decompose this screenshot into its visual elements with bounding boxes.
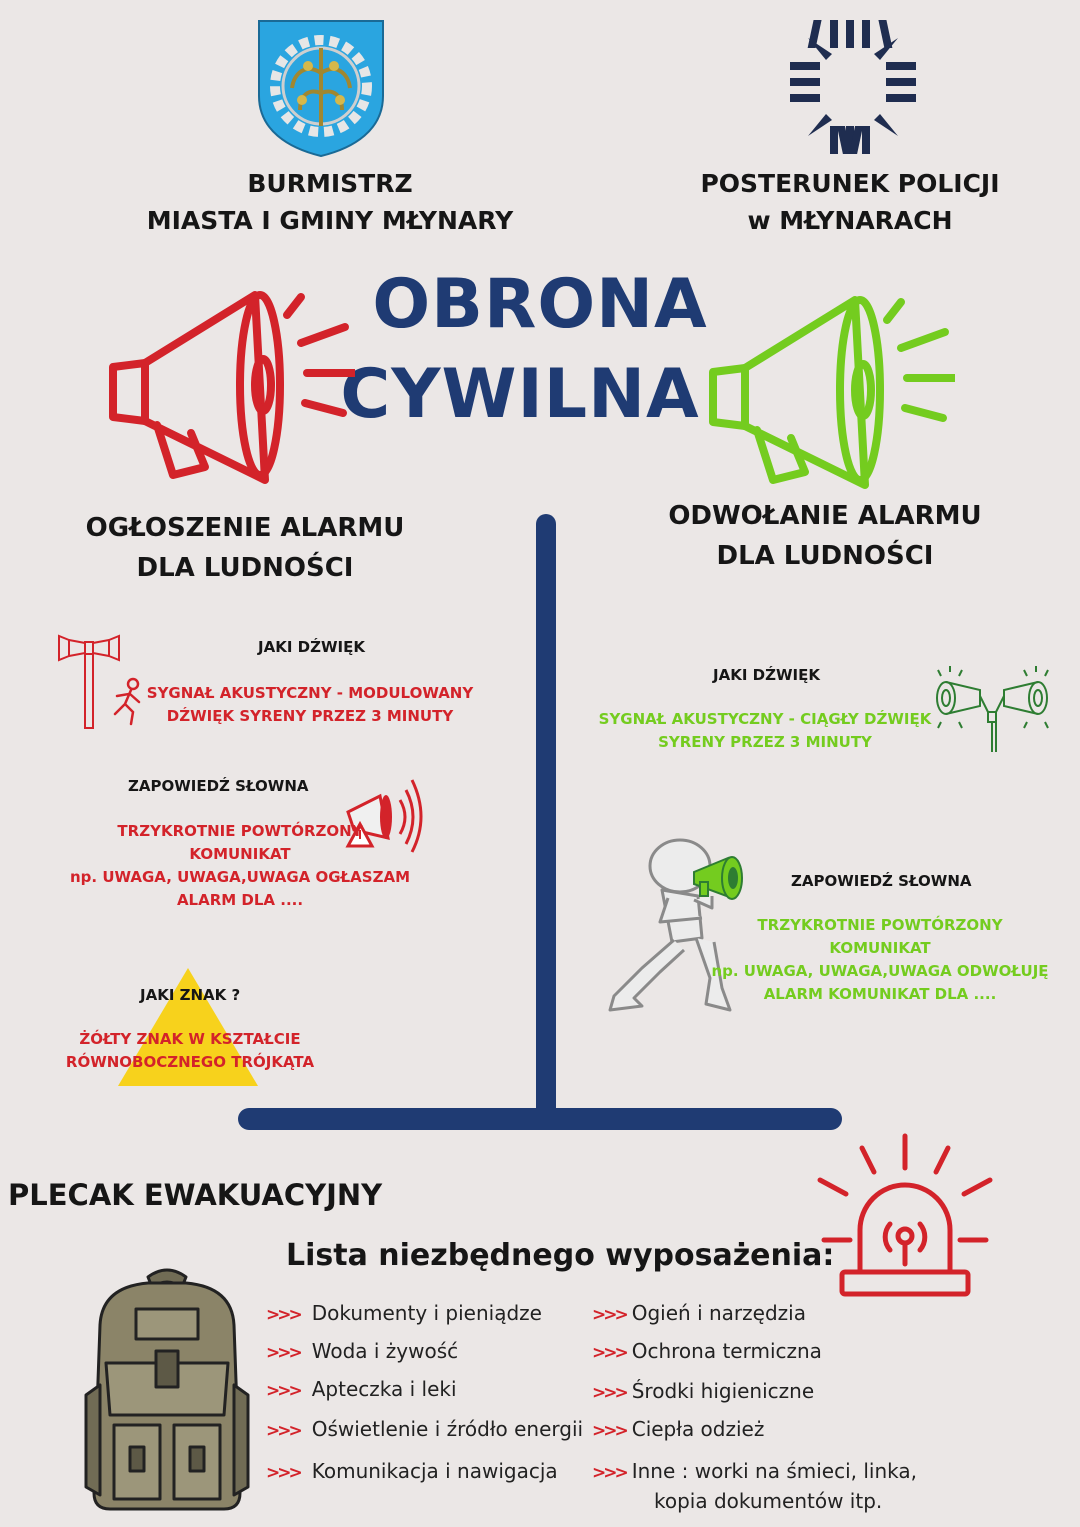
sign-line: ŻÓŁTY ZNAK W KSZTAŁCIE xyxy=(79,1030,301,1048)
sound-label: JAKI DŹWIĘK xyxy=(258,638,365,656)
list-item-label: Ochrona termiczna xyxy=(631,1339,822,1363)
list-item-label: Inne : worki na śmieci, linka, xyxy=(631,1459,918,1483)
verbal-line: KOMUNIKAT xyxy=(829,939,931,957)
verbal-line: KOMUNIKAT xyxy=(189,845,291,863)
list-item-label: Komunikacja i nawigacja xyxy=(311,1459,558,1483)
emergency-beacon-icon xyxy=(810,1132,1000,1302)
backpack-icon xyxy=(78,1265,256,1515)
backpack-heading: PLECAK EWAKUACYJNY xyxy=(8,1178,383,1212)
loudspeakers-icon xyxy=(932,662,1057,757)
coat-of-arms-icon xyxy=(256,18,386,158)
verbal-line: np. UWAGA, UWAGA,UWAGA OGŁASZAM xyxy=(70,868,410,886)
org-line: BURMISTRZ xyxy=(247,169,413,198)
list-item xyxy=(592,1300,917,1328)
list-item xyxy=(266,1338,583,1366)
verbal-line: TRZYKROTNIE POWTÓRZONY xyxy=(757,916,1003,934)
list-item-label: Ciepła odzież xyxy=(631,1417,765,1441)
sign-label: JAKI ZNAK ? xyxy=(140,986,241,1004)
verbal-label: ZAPOWIEDŹ SŁOWNA xyxy=(128,777,309,795)
verbal-description xyxy=(690,914,1070,1006)
list-item-label: Apteczka i leki xyxy=(311,1377,457,1401)
org-line: POSTERUNEK POLICJI xyxy=(700,169,1000,198)
heading-line: OGŁOSZENIE ALARMU xyxy=(85,513,405,543)
list-item-label: Woda i żywość xyxy=(311,1339,459,1363)
list-item-label: Oświetlenie i źródło energii xyxy=(311,1417,584,1441)
chevron-right-icon: >>> xyxy=(592,1383,626,1403)
vertical-divider xyxy=(536,514,556,1124)
equipment-list-title: Lista niezbędnego wyposażenia: xyxy=(286,1238,835,1273)
verbal-line: ALARM DLA .... xyxy=(176,891,304,909)
list-item xyxy=(266,1300,583,1328)
verbal-label: ZAPOWIEDŹ SŁOWNA xyxy=(791,872,972,890)
list-item-continuation: kopia dokumentów itp. xyxy=(654,1489,883,1513)
chevron-right-icon: >>> xyxy=(266,1381,300,1401)
verbal-line: np. UWAGA, UWAGA,UWAGA ODWOŁUJĘ xyxy=(711,962,1049,980)
sound-line: DŹWIĘK SYRENY PRZEZ 3 MINUTY xyxy=(166,707,454,725)
chevron-right-icon: >>> xyxy=(266,1421,300,1441)
chevron-right-icon: >>> xyxy=(592,1463,626,1483)
list-item xyxy=(592,1378,917,1406)
burmistrz-label xyxy=(130,165,530,239)
title-line: OBRONA xyxy=(372,265,708,344)
list-item xyxy=(266,1376,583,1404)
org-line: MIASTA I GMINY MŁYNARY xyxy=(146,206,514,235)
chevron-right-icon: >>> xyxy=(592,1421,626,1441)
equipment-list-left xyxy=(266,1300,583,1486)
chevron-right-icon: >>> xyxy=(592,1305,626,1325)
list-item xyxy=(266,1458,583,1486)
sound-line: SYRENY PRZEZ 3 MINUTY xyxy=(658,733,872,751)
alarm-announcement-heading xyxy=(60,508,430,588)
page-title xyxy=(320,260,760,440)
sound-label: JAKI DŹWIĘK xyxy=(713,666,820,684)
sound-description xyxy=(590,708,940,754)
verbal-line: ALARM KOMUNIKAT DLA .... xyxy=(763,985,997,1003)
list-item xyxy=(266,1416,583,1444)
sound-description xyxy=(140,682,480,728)
org-line: w MŁYNARACH xyxy=(747,206,953,235)
police-label xyxy=(680,165,1020,239)
verbal-description xyxy=(40,820,440,912)
heading-line: ODWOŁANIE ALARMU xyxy=(668,501,982,531)
verbal-line: TRZYKROTNIE POWTÓRZONY xyxy=(117,822,363,840)
heading-line: DLA LUDNOŚCI xyxy=(136,553,354,583)
green-megaphone-icon xyxy=(705,290,955,490)
alarm-cancellation-heading xyxy=(640,496,1010,576)
chevron-right-icon: >>> xyxy=(266,1343,300,1363)
list-item-label: Dokumenty i pieniądze xyxy=(311,1301,542,1325)
list-item xyxy=(592,1338,917,1366)
list-item xyxy=(592,1416,917,1444)
horizontal-divider xyxy=(238,1108,842,1130)
sound-line: SYGNAŁ AKUSTYCZNY - MODULOWANY xyxy=(146,684,474,702)
sign-line: RÓWNOBOCZNEGO TRÓJKĄTA xyxy=(65,1053,315,1071)
heading-line: DLA LUDNOŚCI xyxy=(716,541,934,571)
equipment-list-right xyxy=(592,1300,917,1514)
police-star-icon xyxy=(788,18,918,158)
title-line: CYWILNA xyxy=(340,355,700,434)
red-megaphone-icon xyxy=(105,285,355,485)
list-item-label: Ogień i narzędzia xyxy=(631,1301,806,1325)
chevron-right-icon: >>> xyxy=(592,1343,626,1363)
siren-pole-icon xyxy=(55,628,145,733)
chevron-right-icon: >>> xyxy=(266,1463,300,1483)
chevron-right-icon: >>> xyxy=(266,1305,300,1325)
sign-description xyxy=(40,1028,340,1074)
list-item-label: Środki higieniczne xyxy=(631,1379,815,1403)
list-item xyxy=(592,1458,917,1486)
sound-line: SYGNAŁ AKUSTYCZNY - CIĄGŁY DŹWIĘK xyxy=(598,710,932,728)
